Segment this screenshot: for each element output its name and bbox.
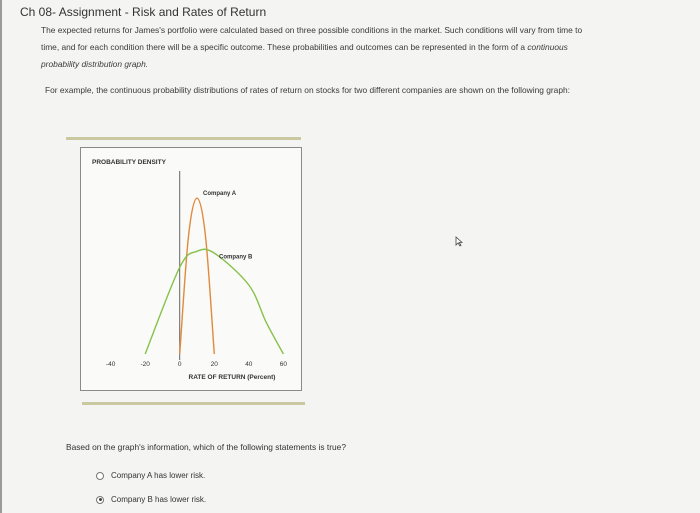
intro-emphasis: continuous [527,42,568,52]
chart-frame [81,148,302,391]
intro-paragraph [41,22,696,73]
x-tick-label: 40 [245,361,253,368]
mouse-pointer-icon [455,234,464,252]
radio-button[interactable] [96,496,104,504]
series-label: Company A [203,191,237,198]
intro-line-1: The expected returns for James's portfolio were calculated based on three possible conditions in the market. Such conditions will vary from time to [41,25,583,35]
x-tick-label: -20 [140,361,150,368]
x-tick-label: -40 [105,361,116,368]
page-title: Ch 08- Assignment - Risk and Rates of Return [20,5,267,19]
question-prompt: Based on the graph's information, which of the following statements is true? [66,442,346,452]
option-label: Company A has lower risk. [111,471,206,480]
option-company-b[interactable] [96,495,206,504]
series-label: Company B [219,254,253,261]
graph-bottom-divider [82,402,305,405]
option-label: Company B has lower risk. [111,495,207,504]
chart-svg [80,147,302,391]
intro-line-2 [41,39,696,56]
left-border [0,0,2,513]
graph-top-divider [66,137,301,140]
example-text: For example, the continuous probability distributions of rates of return on stocks for two different companies are shown on the following graph: [45,85,570,95]
x-tick-label: 0 [177,361,182,368]
x-axis-label: RATE OF RETURN (Percent) [188,374,276,381]
radio-button[interactable] [96,472,104,480]
intro-line-3: probability distribution graph. [41,59,149,69]
y-axis-label: PROBABILITY DENSITY [92,159,166,166]
intro-line-2-text: time, and for each condition there will be a specific outcome. These probabilities and outcomes can be represented in the form of a [41,42,528,52]
probability-chart [80,147,302,391]
x-tick-label: 60 [279,361,287,368]
option-company-a[interactable] [96,471,205,480]
x-tick-label: 20 [210,361,218,368]
